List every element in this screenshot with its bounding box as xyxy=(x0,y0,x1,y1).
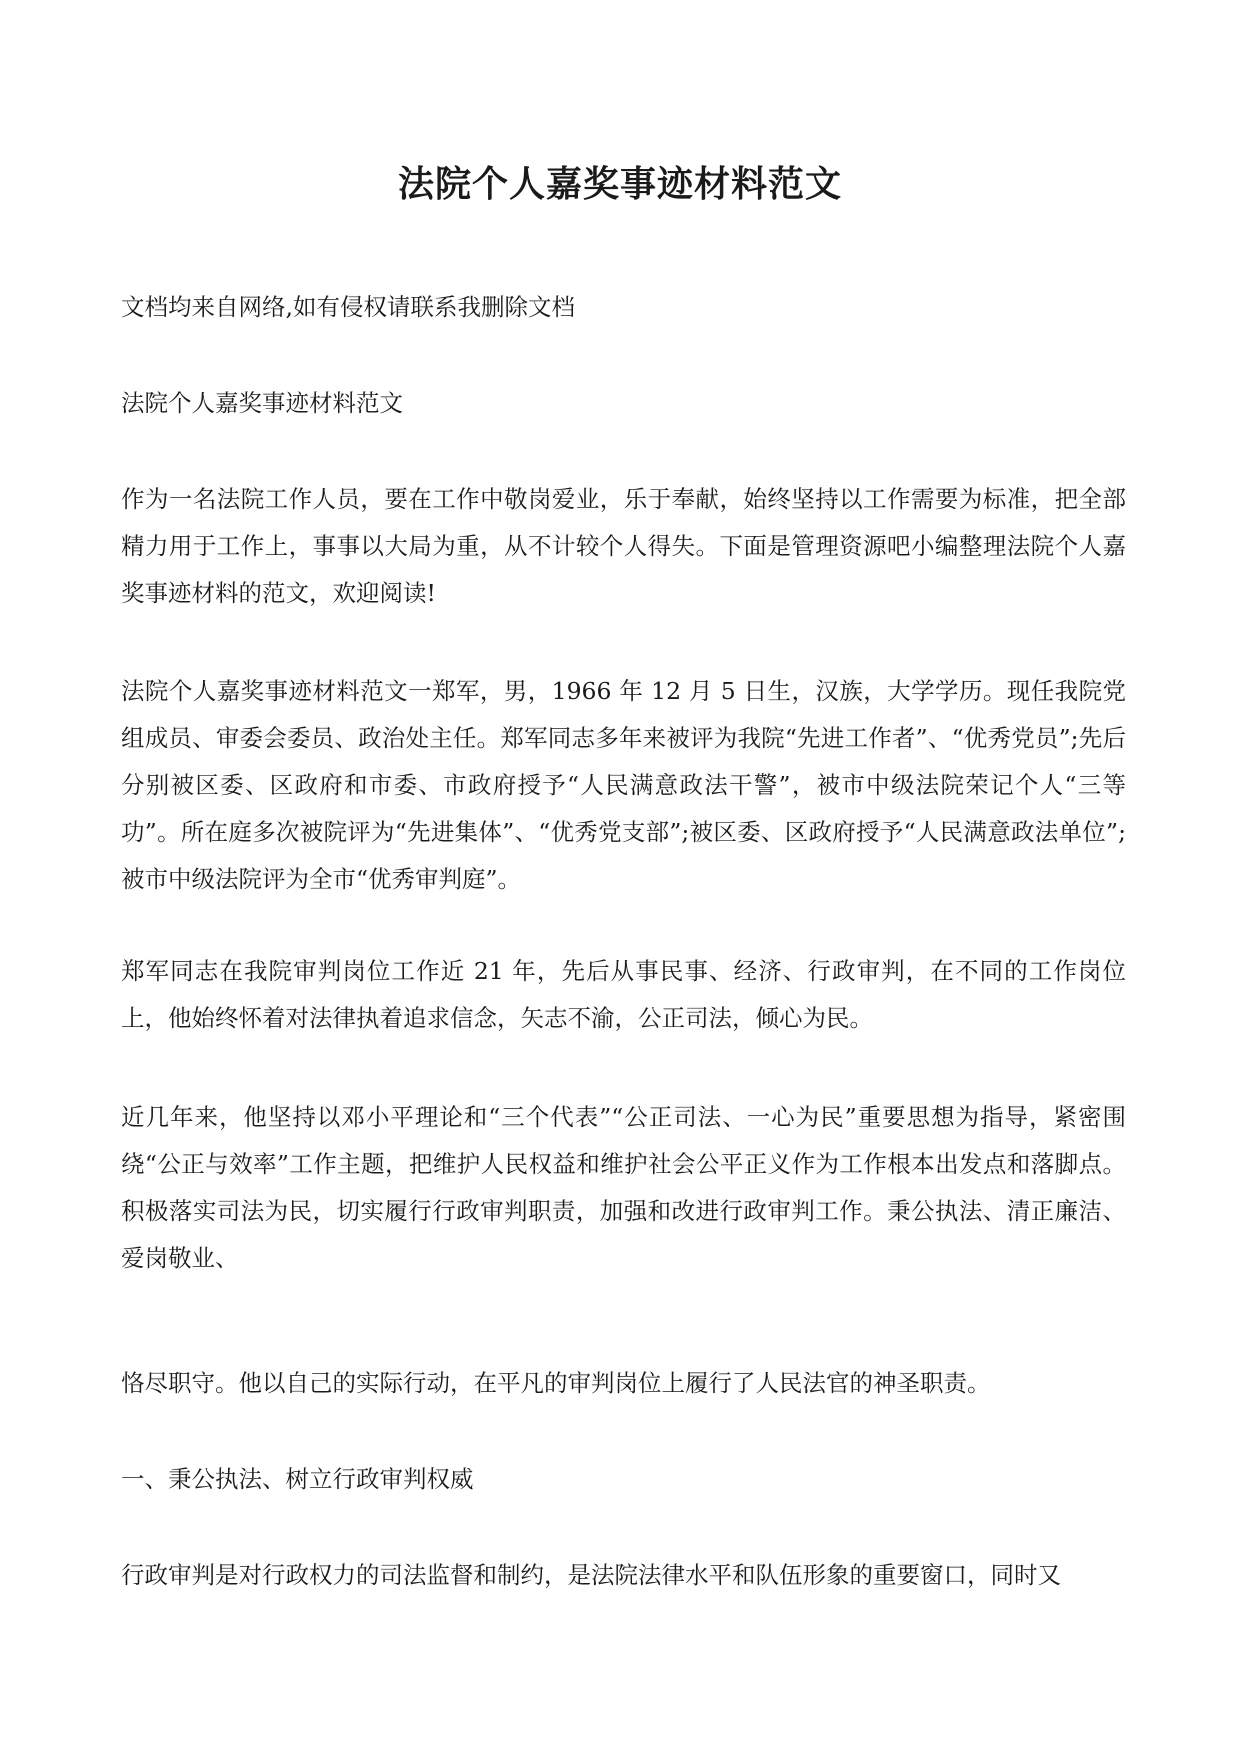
biography-paragraph: 法院个人嘉奖事迹材料范文一郑军，男，1966 年 12 月 5 日生，汉族，大学学历。现任我院党组成员、审委会委员、政治处主任。郑军同志多年来被评为我院“先进工作者”、“优秀党员”;先后分别被区委、区政府和市委、市政府授予“人民满意政法干警”，被市中级法院荣记个人“三等功”。所在庭多次被院评为“先进集体”、“优秀党支部”;被区委、区政府授予“人民满意政法单位”;被市中级法院评为全市“优秀审判庭”。 xyxy=(121,677,1126,893)
section-heading-1: 一、秉公执法、树立行政审判权威 xyxy=(121,1465,474,1493)
administrative-review-paragraph: 行政审判是对行政权力的司法监督和制约，是法院法律水平和队伍形象的重要窗口，同时又 xyxy=(121,1561,1061,1589)
subtitle-paragraph: 法院个人嘉奖事迹材料范文 xyxy=(121,389,403,417)
document-title: 法院个人嘉奖事迹材料范文 xyxy=(397,163,842,205)
duty-paragraph: 恪尽职守。他以自己的实际行动，在平凡的审判岗位上履行了人民法官的神圣职责。 xyxy=(121,1369,991,1397)
guiding-theory-paragraph: 近几年来，他坚持以邓小平理论和“三个代表”“公正司法、一心为民”重要思想为指导，紧密围绕“公正与效率”工作主题，把维护人民权益和维护社会公平正义作为工作根本出发点和落脚点。积极落实司法为民，切实履行行政审判职责，加强和改进行政审判工作。秉公执法、清正廉洁、爱岗敬业、 xyxy=(121,1103,1126,1272)
intro-paragraph: 作为一名法院工作人员，要在工作中敬岗爱业，乐于奉献，始终坚持以工作需要为标准，把全部精力用于工作上，事事以大局为重，从不计较个人得失。下面是管理资源吧小编整理法院个人嘉奖事迹材料的范文，欢迎阅读! xyxy=(121,485,1126,607)
disclaimer-paragraph: 文档均来自网络,如有侵权请联系我删除文档 xyxy=(121,293,575,321)
career-paragraph: 郑军同志在我院审判岗位工作近 21 年，先后从事民事、经济、行政审判，在不同的工作岗位上，他始终怀着对法律执着追求信念，矢志不渝，公正司法，倾心为民。 xyxy=(121,957,1126,1032)
